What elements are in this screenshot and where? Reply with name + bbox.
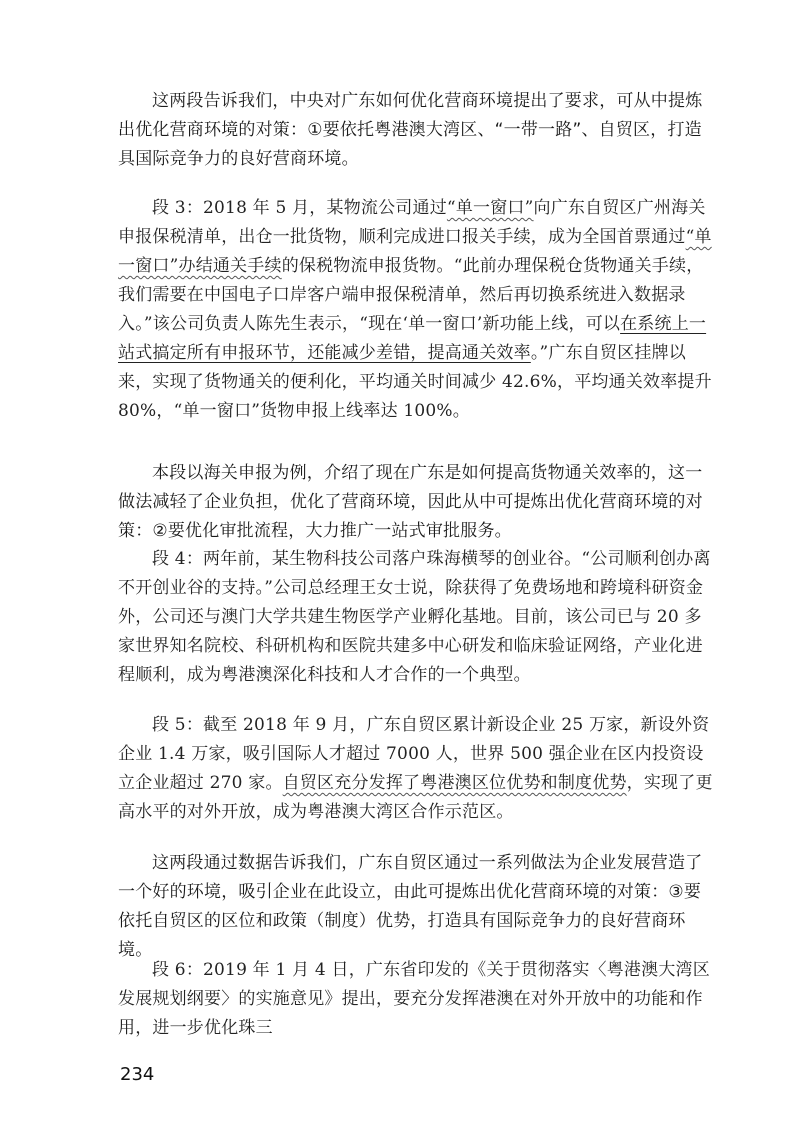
section-3-text-c: 向广东自贸区广州海关申报保税清单，出仓一批货物，顺利完成进口报关手续，成为全国首票通过: [118, 198, 706, 247]
section-3-highlight-one-stop: 在系统上一站式搞定所有申报环节，还能减少差错，提高通关效率: [118, 314, 707, 363]
paragraph-summary-1: 这两段告诉我们，中央对广东如何优化营商环境提出了要求，可从中提炼出优化营商环境的对策：①要依托粤港澳大湾区、“一带一路”、自贸区，打造具国际竞争力的良好营商环境。: [118, 91, 703, 169]
paragraph-section-4: 段 4：两年前，某生物科技公司落户珠海横琴的创业谷。“公司顺利创办离不开创业谷的支持。”公司总经理王女士说，除获得了免费场地和跨境科研资金外，公司还与澳门大学共建生物医学产业孵化基地。目前，该公司已与 20 多家世界知名院校、科研机构和医院共建多中心研发和临床验证网络，产业化进程顺利，成为粤港澳深化科技和人才合作的一个典型。: [118, 549, 711, 685]
paragraph-section-5: [118, 711, 714, 827]
section-3-highlight-customs-clearance: “单一窗口”办结通关手续: [118, 227, 712, 276]
section-3-highlight-single-window: “单一窗口”: [446, 198, 534, 218]
section-5-text-a: 段 5：截至 2018 年 9 月，广东自贸区累计新设企业 25 万家，新设外资企业 1.4 万家，吸引国际人才超过 7000 人，世界 500 强企业在区内投资设立企业超过 270 家。: [118, 715, 710, 793]
section-5-text-c: ，实现了更高水平的对外开放，成为粤港澳大湾区合作示范区。: [118, 773, 713, 822]
section-3-text-a: 段 3：2018 年 5 月，某物流公司通过: [152, 198, 447, 218]
page-number: 234: [120, 1064, 155, 1085]
section-3-text-e: 的保税物流申报货物。“此前办理保税仓货物通关手续，我们需要在中国电子口岸客户端申报保税清单，然后再切换系统进入数据录入。”该公司负责人陈先生表示，“现在‘单一窗口’新功能上线，可以: [118, 256, 704, 334]
section-5-highlight-advantages: 自贸区充分发挥了粤港澳区位优势和制度优势: [282, 773, 627, 793]
section-3-text-g: 。”广东自贸区挂牌以来，实现了货物通关的便利化，平均通关时间减少 42.6%，平均通关效率提升 80%，“单一窗口”货物申报上线率达 100%。: [118, 343, 712, 421]
paragraph-summary-2: 本段以海关申报为例，介绍了现在广东是如何提高货物通关效率的，这一做法减轻了企业负担，优化了营商环境，因此从中可提炼出优化营商环境的对策：②要优化审批流程，大力推广一站式审批服务。: [118, 463, 703, 541]
paragraph-section-3: [118, 194, 714, 426]
paragraph-summary-3: 这两段通过数据告诉我们，广东自贸区通过一系列做法为企业发展营造了一个好的环境，吸引企业在此设立，由此可提炼出优化营商环境的对策：③要依托自贸区的区位和政策（制度）优势，打造具有国际竞争力的良好营商环境。: [118, 853, 703, 960]
paragraph-section-6: 段 6：2019 年 1 月 4 日，广东省印发的《关于贯彻落实〈粤港澳大湾区发展规划纲要〉的实施意见》提出，要充分发挥港澳在对外开放中的功能和作用，进一步优化珠三: [118, 960, 710, 1038]
